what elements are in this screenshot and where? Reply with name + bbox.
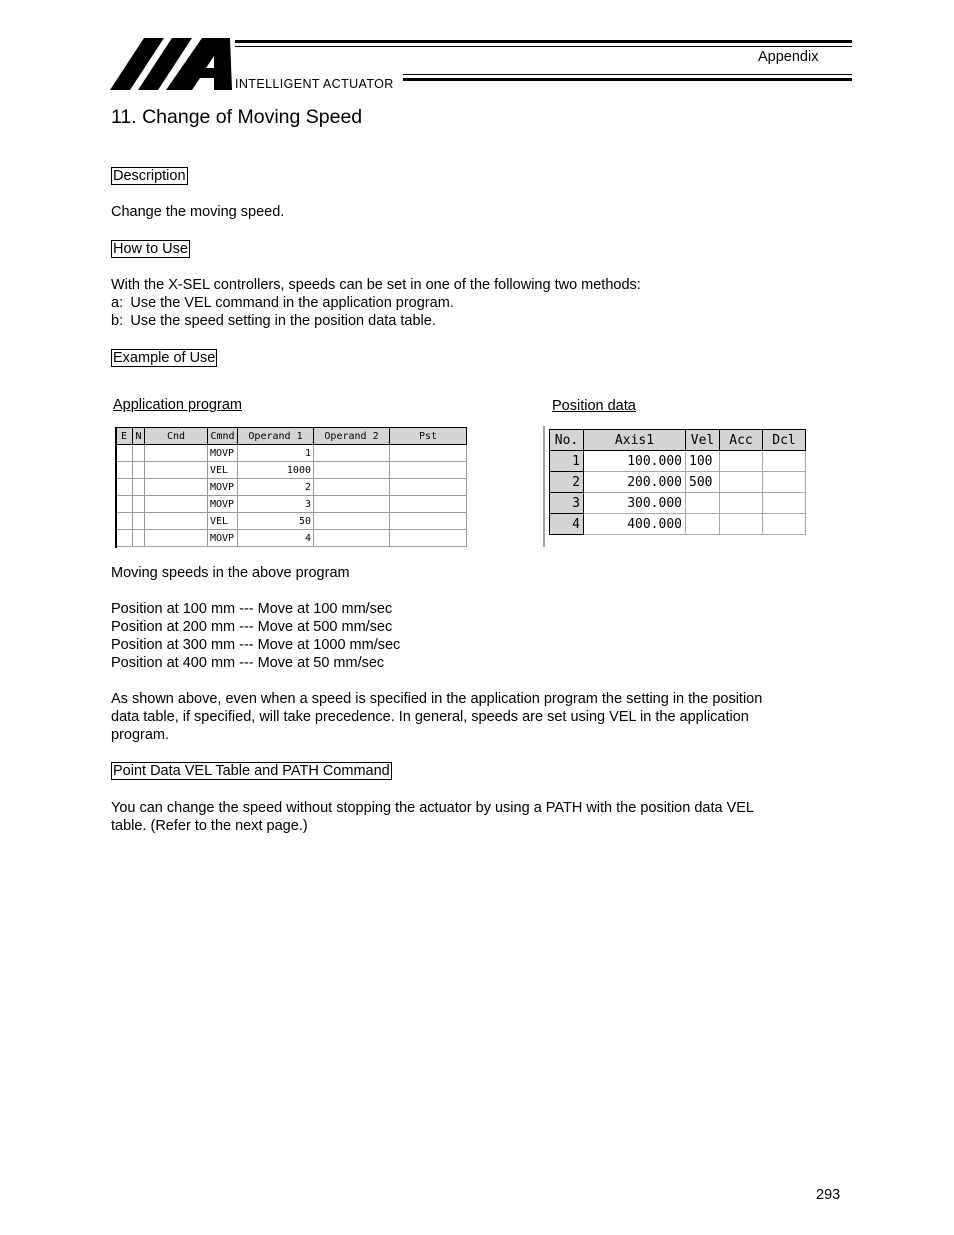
table-cell: [763, 451, 806, 472]
table-cell: [145, 513, 208, 530]
application-program-table: [115, 427, 467, 547]
row-header: 1: [550, 451, 584, 472]
table-cell: [145, 530, 208, 547]
page-number: 293: [816, 1187, 841, 1203]
paragraph-line: You can change the speed without stopping the actuator by using a PATH with the position data VEL: [111, 800, 754, 816]
program-table-edge: [115, 427, 117, 548]
logo-wordmark: INTELLIGENT ACTUATOR: [235, 77, 394, 91]
table-cell: [133, 513, 145, 530]
table-cell: [145, 445, 208, 462]
list-item: Position at 400 mm --- Move at 50 mm/sec: [111, 655, 385, 671]
table-header-row: [550, 430, 806, 451]
table-cell: [686, 493, 720, 514]
moving-speeds-list: [111, 600, 400, 672]
table-cell: 50: [238, 513, 314, 530]
how-to-use-line: a: Use the VEL command in the application program.: [111, 295, 454, 311]
path-paragraph: [111, 799, 754, 835]
header-rule-bottom-thin: [403, 74, 852, 75]
table-cell: VEL: [208, 462, 238, 479]
column-header: Vel: [686, 430, 720, 451]
table-cell: [390, 530, 467, 547]
table-cell: [314, 479, 390, 496]
list-item: Position at 100 mm --- Move at 100 mm/sec: [111, 601, 393, 617]
table-cell: 100: [686, 451, 720, 472]
column-header: N: [133, 428, 145, 445]
table-cell: 400.000: [584, 514, 686, 535]
table-cell: [314, 445, 390, 462]
position-data-caption: Position data: [552, 398, 636, 414]
table-cell: [116, 462, 133, 479]
table-cell: [763, 472, 806, 493]
paragraph-line: program.: [111, 727, 170, 743]
table-cell: [390, 462, 467, 479]
table-cell: [720, 493, 763, 514]
table-cell: [314, 530, 390, 547]
list-item: Position at 200 mm --- Move at 500 mm/sec: [111, 619, 393, 635]
column-header: Axis1: [584, 430, 686, 451]
table-row: [550, 514, 806, 535]
table-row: [116, 513, 467, 530]
table-cell: [116, 513, 133, 530]
table-cell: 3: [238, 496, 314, 513]
table-cell: [314, 496, 390, 513]
table-cell: VEL: [208, 513, 238, 530]
table-cell: [145, 496, 208, 513]
table-row: [116, 479, 467, 496]
table-cell: [116, 479, 133, 496]
table-cell: [720, 451, 763, 472]
table-cell: [686, 514, 720, 535]
column-header: Pst: [390, 428, 467, 445]
table-cell: [390, 445, 467, 462]
moving-speeds-intro: Moving speeds in the above program: [111, 565, 350, 581]
table-cell: MOVP: [208, 496, 238, 513]
table-cell: [390, 513, 467, 530]
how-to-use-line: b: Use the speed setting in the position data table.: [111, 313, 436, 329]
table-cell: [133, 445, 145, 462]
column-header: Operand 1: [238, 428, 314, 445]
table-cell: 300.000: [584, 493, 686, 514]
table-row: [550, 472, 806, 493]
table-cell: [116, 445, 133, 462]
table-cell: [145, 462, 208, 479]
paragraph-line: data table, if specified, will take precedence. In general, speeds are set using VEL in the application: [111, 709, 749, 725]
column-header: E: [116, 428, 133, 445]
application-program-caption: Application program: [113, 397, 242, 413]
column-header: Acc: [720, 430, 763, 451]
description-heading: Description: [113, 168, 186, 184]
example-of-use-heading: Example of Use: [113, 350, 216, 366]
column-header: Cnd: [145, 428, 208, 445]
table-cell: 1000: [238, 462, 314, 479]
table-cell: [116, 530, 133, 547]
paragraph-line: As shown above, even when a speed is specified in the application program the setting in the position: [111, 691, 763, 707]
table-cell: 100.000: [584, 451, 686, 472]
header-rule-bottom-thick: [403, 78, 852, 81]
table-cell: [314, 462, 390, 479]
table-row: [116, 496, 467, 513]
table-cell: MOVP: [208, 530, 238, 547]
column-header: Dcl: [763, 430, 806, 451]
how-to-use-line: With the X-SEL controllers, speeds can be set in one of the following two methods:: [111, 277, 641, 293]
position-table-frame: [543, 426, 545, 547]
table-cell: [720, 514, 763, 535]
how-to-use-text: [111, 276, 641, 330]
table-cell: [116, 496, 133, 513]
table-row: [550, 451, 806, 472]
row-header: 3: [550, 493, 584, 514]
table-cell: 4: [238, 530, 314, 547]
table-cell: [763, 514, 806, 535]
table-row: [116, 530, 467, 547]
table-cell: [314, 513, 390, 530]
table-cell: [133, 496, 145, 513]
header-rule-top-thick: [235, 40, 852, 43]
table-cell: 500: [686, 472, 720, 493]
table-row: [550, 493, 806, 514]
table-cell: [390, 496, 467, 513]
list-item: Position at 300 mm --- Move at 1000 mm/sec: [111, 637, 401, 653]
column-header: Operand 2: [314, 428, 390, 445]
precedence-paragraph: [111, 690, 762, 744]
row-header: 2: [550, 472, 584, 493]
table-cell: [133, 479, 145, 496]
table-cell: 1: [238, 445, 314, 462]
column-header: No.: [550, 430, 584, 451]
page-title: 11. Change of Moving Speed: [111, 106, 363, 128]
table-cell: 2: [238, 479, 314, 496]
table-cell: [763, 493, 806, 514]
table-header-row: [116, 428, 467, 445]
table-row: [116, 445, 467, 462]
column-header: Cmnd: [208, 428, 238, 445]
description-text: Change the moving speed.: [111, 204, 285, 220]
row-header: 4: [550, 514, 584, 535]
how-to-use-heading: How to Use: [113, 241, 188, 257]
section-label: Appendix: [758, 49, 819, 65]
table-cell: MOVP: [208, 445, 238, 462]
table-cell: 200.000: [584, 472, 686, 493]
table-cell: [390, 479, 467, 496]
table-cell: [133, 530, 145, 547]
table-cell: MOVP: [208, 479, 238, 496]
table-cell: [145, 479, 208, 496]
position-data-table: [549, 429, 806, 535]
table-cell: [720, 472, 763, 493]
company-logo-icon: [110, 38, 235, 90]
path-command-heading: Point Data VEL Table and PATH Command: [113, 763, 390, 779]
table-row: [116, 462, 467, 479]
paragraph-line: table. (Refer to the next page.): [111, 818, 308, 834]
table-cell: [133, 462, 145, 479]
header-rule-top-thin: [235, 46, 852, 47]
